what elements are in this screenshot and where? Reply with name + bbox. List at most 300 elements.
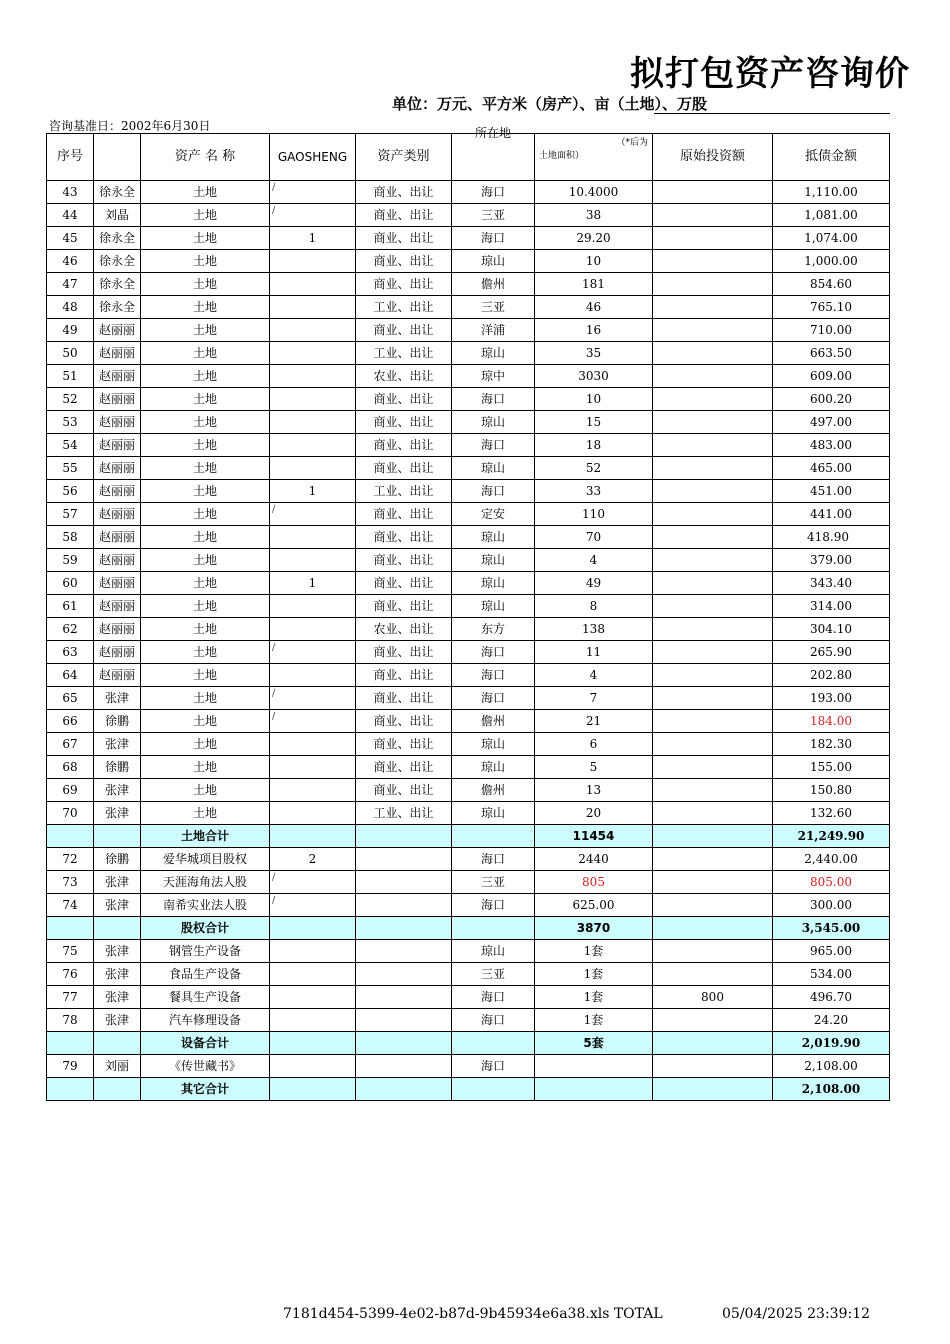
cell-area: 10 (535, 250, 653, 273)
cell-name: 土地 (141, 273, 270, 296)
cell-name: 土地 (141, 572, 270, 595)
cell-seq: 63 (47, 641, 94, 664)
cell-gaosheng (270, 572, 356, 595)
cell-amount: 132.60 (773, 802, 890, 825)
cell-gaosheng (270, 526, 356, 549)
cell-area: 4 (535, 664, 653, 687)
tick-mark-icon: ∕ (272, 895, 276, 906)
cell-original (653, 848, 773, 871)
cell-area: 6 (535, 733, 653, 756)
cell-gaosheng (270, 802, 356, 825)
cell-amount: 193.00 (773, 687, 890, 710)
cell-original (653, 411, 773, 434)
cell-original (653, 296, 773, 319)
cell-location: 三亚 (452, 296, 535, 319)
cell-location: 海口 (452, 664, 535, 687)
table-row (47, 250, 890, 273)
cell-location: 洋浦 (452, 319, 535, 342)
tick-mark-icon: ∕ (272, 872, 276, 883)
cell-category (356, 1032, 452, 1055)
table-row (47, 388, 890, 411)
cell-person (94, 1032, 141, 1055)
header-area (535, 134, 653, 181)
cell-category: 工业、出让 (356, 480, 452, 503)
cell-gaosheng (270, 825, 356, 848)
cell-gaosheng (270, 342, 356, 365)
table-row (47, 342, 890, 365)
footer-file: 7181d454-5399-4e02-b87d-9b45934e6a38.xls TOTAL (283, 1306, 663, 1322)
cell-person: 刘晶 (94, 204, 141, 227)
header-amount: 抵债金额 (773, 134, 890, 181)
cell-category (356, 848, 452, 871)
cell-area: 138 (535, 618, 653, 641)
subtotal-label: 股权合计 (141, 917, 270, 940)
cell-category: 商业、出让 (356, 641, 452, 664)
cell-category: 商业、出让 (356, 250, 452, 273)
cell-seq (47, 825, 94, 848)
cell-original: 800 (653, 986, 773, 1009)
cell-seq: 52 (47, 388, 94, 411)
cell-amount: 304.10 (773, 618, 890, 641)
subtotal-row (47, 917, 890, 940)
cell-category: 商业、出让 (356, 687, 452, 710)
cell-person: 赵丽丽 (94, 549, 141, 572)
cell-area: 10 (535, 388, 653, 411)
cell-location: 琼山 (452, 802, 535, 825)
cell-category (356, 986, 452, 1009)
cell-amount: 965.00 (773, 940, 890, 963)
cell-category (356, 894, 452, 917)
cell-person: 赵丽丽 (94, 526, 141, 549)
header-original: 原始投资额 (653, 134, 773, 181)
cell-location: 儋州 (452, 710, 535, 733)
cell-location: 琼中 (452, 365, 535, 388)
cell-person: 徐永全 (94, 273, 141, 296)
cell-category: 商业、出让 (356, 733, 452, 756)
cell-person: 徐永全 (94, 181, 141, 204)
cell-name: 土地 (141, 480, 270, 503)
cell-person: 徐鹏 (94, 756, 141, 779)
cell-seq: 54 (47, 434, 94, 457)
cell-name: 土地 (141, 664, 270, 687)
cell-location: 海口 (452, 894, 535, 917)
cell-original (653, 434, 773, 457)
cell-person: 赵丽丽 (94, 503, 141, 526)
cell-seq: 45 (47, 227, 94, 250)
cell-person: 赵丽丽 (94, 618, 141, 641)
cell-person: 张津 (94, 687, 141, 710)
cell-original (653, 503, 773, 526)
cell-area: 70 (535, 526, 653, 549)
tick-mark-icon: ∕ (272, 642, 276, 653)
cell-gaosheng (270, 664, 356, 687)
cell-location (452, 1078, 535, 1101)
cell-seq: 72 (47, 848, 94, 871)
cell-location: 琼山 (452, 572, 535, 595)
cell-name: 食品生产设备 (141, 963, 270, 986)
cell-amount: 202.80 (773, 664, 890, 687)
cell-location: 定安 (452, 503, 535, 526)
cell-original (653, 549, 773, 572)
cell-area: 18 (535, 434, 653, 457)
cell-category (356, 963, 452, 986)
cell-seq: 55 (47, 457, 94, 480)
cell-seq: 68 (47, 756, 94, 779)
cell-gaosheng (270, 296, 356, 319)
table-row (47, 227, 890, 250)
cell-original (653, 825, 773, 848)
cell-amount: 155.00 (773, 756, 890, 779)
cell-name: 钢管生产设备 (141, 940, 270, 963)
cell-name: 土地 (141, 503, 270, 526)
cell-seq: 74 (47, 894, 94, 917)
cell-original (653, 733, 773, 756)
cell-location: 海口 (452, 641, 535, 664)
cell-location: 琼山 (452, 756, 535, 779)
table-row (47, 756, 890, 779)
cell-amount: 465.00 (773, 457, 890, 480)
subtotal-row (47, 1078, 890, 1101)
cell-seq: 70 (47, 802, 94, 825)
cell-name: 土地 (141, 388, 270, 411)
cell-category: 商业、出让 (356, 411, 452, 434)
cell-location: 琼山 (452, 940, 535, 963)
cell-location: 海口 (452, 986, 535, 1009)
cell-gaosheng (270, 641, 356, 664)
cell-seq: 48 (47, 296, 94, 319)
cell-category: 商业、出让 (356, 710, 452, 733)
cell-person: 张津 (94, 779, 141, 802)
cell-gaosheng (270, 181, 356, 204)
tick-mark-icon: ∕ (272, 711, 276, 722)
header-name: 资产 名 称 (141, 134, 270, 181)
cell-category: 商业、出让 (356, 273, 452, 296)
table-row (47, 1055, 890, 1078)
cell-gaosheng (270, 411, 356, 434)
cell-gaosheng (270, 319, 356, 342)
cell-area: 33 (535, 480, 653, 503)
cell-original (653, 802, 773, 825)
cell-location: 儋州 (452, 779, 535, 802)
cell-amount: 150.80 (773, 779, 890, 802)
cell-original (653, 963, 773, 986)
cell-location: 海口 (452, 227, 535, 250)
cell-gaosheng (270, 1055, 356, 1078)
cell-original (653, 457, 773, 480)
table-row (47, 779, 890, 802)
cell-amount: 1,000.00 (773, 250, 890, 273)
cell-area: 35 (535, 342, 653, 365)
header-row (47, 134, 890, 181)
cell-seq: 78 (47, 1009, 94, 1032)
cell-original (653, 526, 773, 549)
cell-area: 5 (535, 756, 653, 779)
cell-person: 徐永全 (94, 296, 141, 319)
table-row (47, 963, 890, 986)
cell-original (653, 595, 773, 618)
cell-category: 工业、出让 (356, 296, 452, 319)
cell-location: 海口 (452, 1055, 535, 1078)
cell-gaosheng (270, 963, 356, 986)
cell-seq: 56 (47, 480, 94, 503)
cell-area: 15 (535, 411, 653, 434)
cell-seq: 49 (47, 319, 94, 342)
cell-gaosheng (270, 434, 356, 457)
cell-category (356, 825, 452, 848)
cell-amount: 663.50 (773, 342, 890, 365)
cell-person: 赵丽丽 (94, 342, 141, 365)
cell-name: 土地 (141, 595, 270, 618)
cell-name: 土地 (141, 710, 270, 733)
tick-mark-icon: ∕ (272, 688, 276, 699)
table-row (47, 457, 890, 480)
cell-name: 土地 (141, 434, 270, 457)
subtotal-row (47, 825, 890, 848)
unit-note: 单位：万元、平方米（房产）、亩（土地）、万股 (392, 95, 708, 113)
cell-name: 土地 (141, 342, 270, 365)
cell-seq: 47 (47, 273, 94, 296)
cell-seq: 79 (47, 1055, 94, 1078)
table-row (47, 480, 890, 503)
table-row (47, 871, 890, 894)
cell-seq: 51 (47, 365, 94, 388)
cell-seq: 61 (47, 595, 94, 618)
cell-category (356, 871, 452, 894)
cell-location: 海口 (452, 181, 535, 204)
cell-original (653, 894, 773, 917)
cell-category: 商业、出让 (356, 388, 452, 411)
cell-category (356, 1078, 452, 1101)
cell-person: 赵丽丽 (94, 365, 141, 388)
cell-amount: 483.00 (773, 434, 890, 457)
footer-datetime: 05/04/2025 23:39:12 (722, 1306, 871, 1322)
cell-name: 土地 (141, 296, 270, 319)
cell-category: 商业、出让 (356, 181, 452, 204)
cell-location (452, 1032, 535, 1055)
cell-area: 8 (535, 595, 653, 618)
cell-person: 张津 (94, 802, 141, 825)
table-row (47, 940, 890, 963)
cell-person (94, 917, 141, 940)
cell-seq: 57 (47, 503, 94, 526)
cell-area: 7 (535, 687, 653, 710)
cell-gaosheng (270, 388, 356, 411)
cell-area: 46 (535, 296, 653, 319)
cell-category: 商业、出让 (356, 434, 452, 457)
cell-category (356, 940, 452, 963)
cell-area: 4 (535, 549, 653, 572)
cell-gaosheng (270, 618, 356, 641)
table-row (47, 273, 890, 296)
table-row (47, 802, 890, 825)
cell-seq: 69 (47, 779, 94, 802)
cell-original (653, 779, 773, 802)
cell-person: 赵丽丽 (94, 480, 141, 503)
cell-amount: 1,074.00 (773, 227, 890, 250)
cell-original (653, 687, 773, 710)
table-row (47, 526, 890, 549)
cell-area: 10.4000 (535, 181, 653, 204)
cell-gaosheng (270, 480, 356, 503)
cell-original (653, 273, 773, 296)
cell-name: 土地 (141, 549, 270, 572)
cell-name: 餐具生产设备 (141, 986, 270, 1009)
cell-amount: 710.00 (773, 319, 890, 342)
cell-location: 海口 (452, 687, 535, 710)
subtotal-area: 5套 (535, 1032, 653, 1055)
cell-name: 土地 (141, 641, 270, 664)
table-row (47, 618, 890, 641)
cell-person: 赵丽丽 (94, 319, 141, 342)
cell-name: 《传世藏书》 (141, 1055, 270, 1078)
cell-amount: 300.00 (773, 894, 890, 917)
cell-seq: 58 (47, 526, 94, 549)
cell-location: 海口 (452, 1009, 535, 1032)
cell-seq (47, 1032, 94, 1055)
subtotal-amount: 2,108.00 (773, 1078, 890, 1101)
cell-gaosheng (270, 687, 356, 710)
cell-seq (47, 1078, 94, 1101)
cell-area: 3030 (535, 365, 653, 388)
cell-area: 38 (535, 204, 653, 227)
cell-gaosheng (270, 710, 356, 733)
cell-amount: 1,081.00 (773, 204, 890, 227)
subtotal-label: 其它合计 (141, 1078, 270, 1101)
cell-amount: 534.00 (773, 963, 890, 986)
table-row (47, 296, 890, 319)
cell-category (356, 917, 452, 940)
cell-seq: 59 (47, 549, 94, 572)
cell-original (653, 710, 773, 733)
subtotal-area: 11454 (535, 825, 653, 848)
cell-gaosheng (270, 227, 356, 250)
table-row (47, 411, 890, 434)
cell-category (356, 1009, 452, 1032)
cell-person: 张津 (94, 940, 141, 963)
cell-amount: 1,110.00 (773, 181, 890, 204)
cell-amount: 496.70 (773, 986, 890, 1009)
cell-amount: 765.10 (773, 296, 890, 319)
cell-original (653, 1009, 773, 1032)
cell-location: 海口 (452, 388, 535, 411)
cell-name: 土地 (141, 365, 270, 388)
cell-person: 赵丽丽 (94, 457, 141, 480)
cell-location: 儋州 (452, 273, 535, 296)
table-row (47, 365, 890, 388)
cell-seq: 66 (47, 710, 94, 733)
cell-gaosheng (270, 986, 356, 1009)
cell-name: 土地 (141, 733, 270, 756)
cell-amount: 314.00 (773, 595, 890, 618)
header-location (452, 126, 535, 181)
page-title: 拟打包资产咨询价 (630, 54, 910, 94)
cell-seq: 65 (47, 687, 94, 710)
cell-area: 2440 (535, 848, 653, 871)
cell-location: 三亚 (452, 963, 535, 986)
header-location-label: 所在地 (474, 126, 511, 140)
cell-location: 海口 (452, 848, 535, 871)
cell-amount: 854.60 (773, 273, 890, 296)
cell-person: 赵丽丽 (94, 595, 141, 618)
cell-area: 11 (535, 641, 653, 664)
cell-original (653, 181, 773, 204)
cell-original (653, 227, 773, 250)
table-row (47, 664, 890, 687)
cell-person: 张津 (94, 986, 141, 1009)
cell-area: 1套 (535, 940, 653, 963)
table-row (47, 710, 890, 733)
cell-person: 张津 (94, 733, 141, 756)
cell-person (94, 1078, 141, 1101)
subtotal-amount: 3,545.00 (773, 917, 890, 940)
cell-gaosheng (270, 848, 356, 871)
cell-category: 农业、出让 (356, 618, 452, 641)
subtotal-amount: 2,019.90 (773, 1032, 890, 1055)
cell-person (94, 825, 141, 848)
cell-person: 赵丽丽 (94, 641, 141, 664)
cell-category: 商业、出让 (356, 319, 452, 342)
cell-original (653, 1078, 773, 1101)
cell-name: 土地 (141, 756, 270, 779)
cell-name: 天涯海角法人股 (141, 871, 270, 894)
cell-gaosheng (270, 1032, 356, 1055)
cell-seq: 62 (47, 618, 94, 641)
gaosheng-value: 2 (308, 852, 317, 866)
cell-category: 商业、出让 (356, 503, 452, 526)
cell-original (653, 572, 773, 595)
cell-category: 工业、出让 (356, 342, 452, 365)
cell-location: 琼山 (452, 549, 535, 572)
cell-seq: 60 (47, 572, 94, 595)
table-row (47, 1009, 890, 1032)
subtotal-area (535, 1078, 653, 1101)
cell-original (653, 940, 773, 963)
cell-amount: 2,440.00 (773, 848, 890, 871)
header-area-label: 土地面积） (539, 151, 585, 161)
cell-area: 625.00 (535, 894, 653, 917)
table-row (47, 319, 890, 342)
cell-original (653, 204, 773, 227)
cell-name: 爱华城项目股权 (141, 848, 270, 871)
cell-name: 土地 (141, 204, 270, 227)
table-row (47, 572, 890, 595)
cell-seq: 50 (47, 342, 94, 365)
subtotal-row (47, 1032, 890, 1055)
cell-person: 张津 (94, 894, 141, 917)
cell-area: 21 (535, 710, 653, 733)
cell-seq: 44 (47, 204, 94, 227)
header-area-note: （*后为 (616, 138, 648, 148)
cell-person: 张津 (94, 871, 141, 894)
cell-amount: 184.00 (773, 710, 890, 733)
cell-amount: 418.90 (773, 526, 890, 549)
cell-person: 徐鹏 (94, 710, 141, 733)
cell-area: 16 (535, 319, 653, 342)
table-row (47, 549, 890, 572)
table-row (47, 503, 890, 526)
cell-gaosheng (270, 917, 356, 940)
cell-name: 土地 (141, 457, 270, 480)
cell-amount: 497.00 (773, 411, 890, 434)
cell-original (653, 871, 773, 894)
cell-location: 琼山 (452, 457, 535, 480)
cell-name: 土地 (141, 618, 270, 641)
cell-gaosheng (270, 365, 356, 388)
cell-gaosheng (270, 503, 356, 526)
cell-gaosheng (270, 273, 356, 296)
cell-category: 商业、出让 (356, 549, 452, 572)
cell-location: 琼山 (452, 733, 535, 756)
